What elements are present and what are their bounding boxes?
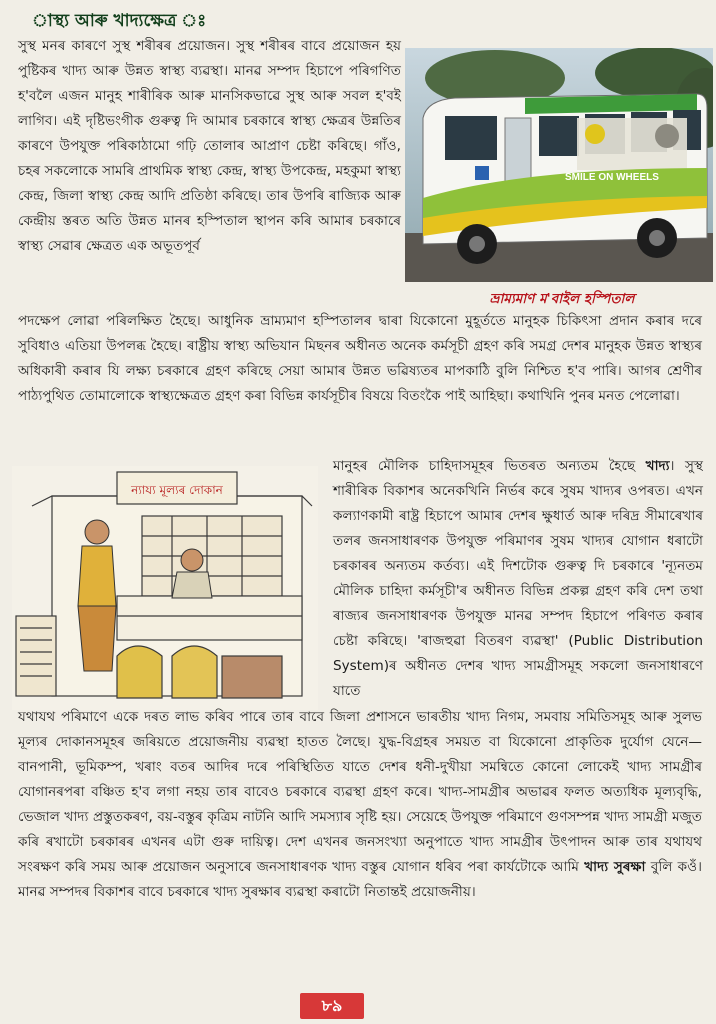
food-intro-text: মানুহৰ মৌলিক চাহিদাসমূহৰ ভিতৰত অন্যতম হৈছে	[333, 458, 636, 474]
food-security-text-end: বুলি কওঁ। মানৱ সম্পদৰ বিকাশৰ বাবে চৰকাৰে খাদ্য সুৰক্ষাৰ ব্যৱস্থা কৰাটো নিতান্তই প্ৰয়োজনীয়।	[18, 859, 702, 900]
bus-text: SMILE ON WHEELS	[565, 172, 659, 183]
food-security-text: যথাযথ পৰিমাণে একে দৰত লাভ কৰিব পাৰে তাৰ বাবে জিলা প্ৰশাসনে ভাৰতীয় খাদ্য নিগম, সমবায় সমিতিসমূহ আৰু সুলভ মূল্যৰ দোকানসমূহৰ জৰিয়তে প্ৰয়োজনীয় ব্যৱস্থা হাতত লৈছে। যুদ্ধ-বিগ্ৰহৰ সময়ত বা যিকোনো প্ৰাকৃতিক দুৰ্যোগ যেনে— বানপানী, ভূমিকম্প, খৰাং বতৰ আদিৰ দৰে পৰিস্থিতিত যাতে দেশৰ ধনী-দুখীয়া সমন্বিতে কোনো লোকেই খাদ্য সামগ্ৰীৰ যোগানৰপৰা বঞ্চিত হ'ব লগা নহয় তাৰ বাবেও চৰকাৰে ব্যৱস্থা গ্ৰহণ কৰে। খাদ্য-সামগ্ৰীৰ অভাৱৰ ফলত অত্যধিক মূল্যবৃদ্ধি, ভেজাল খাদ্য প্ৰস্তুতকৰণ, বয়-বস্তুৰ কৃত্ৰিম নাটনি আদি সমস্যাৰ সৃষ্টি হয়। সেয়েহে উপযুক্ত পৰিমাণে গুণসম্পন্ন খাদ্য সামগ্ৰী মজুত কৰি ৰখাটো চৰকাৰৰ এখনৰ এটা গুৰু দায়িত্ব। দেশ এখনৰ জনসংখ্যা অনুপাতে খাদ্য সামগ্ৰীৰ উৎপাদন আৰু তাৰ যথাযথ সংৰক্ষণ কৰি সময় আৰু প্ৰয়োজন অনুসাৰে জনসাধাৰণক খাদ্য বস্তুৰ যোগান ধৰিব পৰা কাৰ্যটোকে আমি	[18, 709, 702, 875]
keyword-food-security: খাদ্য সুৰক্ষা	[584, 859, 646, 875]
paragraph-food-security	[18, 705, 702, 905]
mobile-hospital-photo	[405, 48, 713, 282]
bus-image	[405, 48, 713, 282]
page-number: ৮৯	[300, 993, 364, 1019]
paragraph-health-continued: পদক্ষেপ লোৱা পৰিলক্ষিত হৈছে। আধুনিক ভ্ৰাম্যমাণ হস্পিতালৰ দ্বাৰা যিকোনো মুহূৰ্ততে মানুহক চিকিৎসা প্ৰদান কৰাৰ দৰে সুবিধাও এতিয়া উপলব্ধ হৈছে। ৰাষ্ট্ৰীয় স্বাস্থ্য অভিযান মিছনৰ অধীনত অনেক কৰ্মসূচী গ্ৰহণ কৰি সমগ্ৰ দেশৰ মানুহক উন্নত স্বাস্থ্যৰ অধিকাৰী কৰাৰ যি লক্ষ্য চৰকাৰে গ্ৰহণ কৰিছে সেয়া আমাৰ উন্নত ভৱিষ্যতৰ মাপকাঠি বুলি নিশ্চিত হ'ব পাৰি। আগৰ শ্ৰেণীৰ পাঠ্যপুথিত তোমালোকে স্বাস্থ্যক্ষেত্ৰত গ্ৰহণ কৰা বিভিন্ন কাৰ্যসূচীৰ বিষয়ে বিতংকৈ পাই আহিছা। কথাখিনি পুনৰ মনত পেলোৱা।	[18, 313, 702, 404]
photo-caption: ভ্ৰাম্যমাণ ম'বাইল হস্পিতাল	[489, 291, 635, 307]
paragraph-food-intro	[333, 454, 703, 704]
keyword-food: খাদ্য	[645, 458, 670, 474]
food-intro-text-continued: । সুস্থ শাৰীৰিক বিকাশৰ অনেকখিনি নিৰ্ভৰ কৰে সুষম খাদ্যৰ ওপৰত। এখন কল্যাণকামী ৰাষ্ট্ৰ হিচাপে আমাৰ দেশৰ ক্ষুধাৰ্ত আৰু দৰিদ্ৰ সীমাৰেখাৰ তলৰ জনসাধাৰণক উপযুক্ত পৰিমাণৰ সুষম খাদ্যৰ যোগান ধৰাটো চৰকাৰৰ অন্যতম কৰ্তব্য। এই দিশটোক গুৰুত্ব দি চৰকাৰে 'ন্যূনতম মৌলিক চাহিদা কৰ্মসূচী'ৰ অধীনত বিভিন্ন প্ৰকল্প গ্ৰহণ কৰি দেশ তথা ৰাজ্যৰ জনসাধাৰণক উপযুক্ত মানৱ সম্পদ হিচাপে পৰিণত কৰাৰ চেষ্টা কৰিছে। 'ৰাজহুৱা বিতৰণ ব্যৱস্থা' (Public Distribution System)ৰ অধীনত দেশৰ খাদ্য সামগ্ৰীসমূহ সকলো জনসাধাৰণে যাতে	[333, 458, 703, 699]
shop-drawing	[12, 466, 318, 710]
paragraph-health-intro: সুস্থ মনৰ কাৰণে সুস্থ শৰীৰৰ প্ৰয়োজন। সুস্থ শৰীৰৰ বাবে প্ৰয়োজন হয় পুষ্টিকৰ খাদ্য আৰু উন্নত স্বাস্থ্য ব্যৱস্থা। মানৱ সম্পদ হিচাপে পৰিগণিত হ'বলৈ এজন মানুহ শাৰীৰিক আৰু মানসিকভাৱে সুস্থ আৰু সবল হ'বই লাগিব। এই দৃষ্টিভংগীক গুৰুত্ব দি আমাৰ চৰকাৰে স্বাস্থ্য ক্ষেত্ৰৰ উন্নতিৰ কাৰণে উপযুক্ত পৰিকাঠামো গঢ়ি তোলাৰ আপ্ৰাণ চেষ্টা কৰিছে। গাঁও, চহৰ সকলোকে সামৰি প্ৰাথমিক স্বাস্থ্য কেন্দ্ৰ, স্বাস্থ্য উপকেন্দ্ৰ, মহকুমা স্বাস্থ্য কেন্দ্ৰ, জিলা স্বাস্থ্য কেন্দ্ৰ আদি প্ৰতিষ্ঠা কৰিছে। তাৰ উপৰি ৰাজ্যিক আৰু কেন্দ্ৰীয় স্তৰত অতি উন্নত মানৰ হস্পিতাল স্থাপন কৰি আমাৰ চৰকাৰে স্বাস্থ্য সেৱাৰ ক্ষেত্ৰত এক অভূতপূৰ্ব	[18, 38, 401, 254]
ration-shop-illustration	[12, 466, 318, 710]
shop-sign-text: ন্যায্য মূল্যৰ দোকান	[131, 483, 223, 497]
section-heading: াস্থ্য আৰু খাদ্যক্ষেত্ৰ ঃ	[32, 11, 207, 31]
